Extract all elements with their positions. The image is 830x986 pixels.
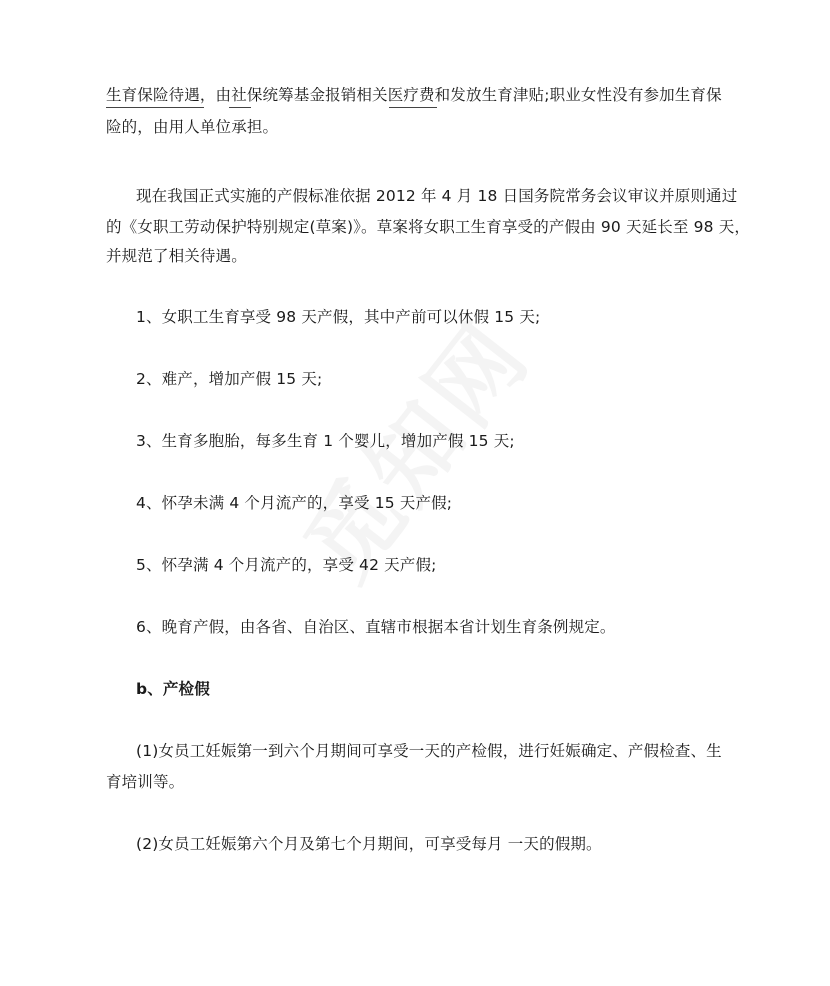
paragraph-2-line-3: 并规范了相关待遇。 bbox=[106, 247, 247, 265]
underline-2 bbox=[229, 107, 251, 108]
list-item-4: 4、怀孕未满 4 个月流产的，享受 15 天产假; bbox=[136, 494, 453, 512]
underline-1 bbox=[106, 107, 204, 108]
list-item-5: 5、怀孕满 4 个月流产的，享受 42 天产假; bbox=[136, 556, 437, 574]
paragraph-1-line-1: 生育保险待遇，由社保统筹基金报销相关医疗费和发放生育津贴;职业女性没有参加生育保 bbox=[106, 86, 722, 104]
section-heading: b、产检假 bbox=[136, 680, 210, 698]
list-item-1: 1、女职工生育享受 98 天产假，其中产前可以休假 15 天; bbox=[136, 308, 541, 326]
list-item-2: 2、难产，增加产假 15 天; bbox=[136, 370, 323, 388]
paragraph-4-line-1: (2)女员工妊娠第六个月及第七个月期间，可享受每月 一天的假期。 bbox=[136, 835, 602, 853]
underline-3 bbox=[389, 107, 437, 108]
paragraph-3-line-2: 育培训等。 bbox=[106, 773, 185, 791]
paragraph-2-line-1: 现在我国正式实施的产假标准依据 2012 年 4 月 18 日国务院常务会议审议并原则通过 bbox=[136, 187, 738, 205]
list-item-6: 6、晚育产假，由各省、自治区、直辖市根据本省计划生育条例规定。 bbox=[136, 618, 616, 636]
paragraph-1-line-2: 险的，由用人单位承担。 bbox=[106, 118, 279, 136]
list-item-3: 3、生育多胞胎，每多生育 1 个婴儿，增加产假 15 天; bbox=[136, 432, 515, 450]
paragraph-3-line-1: (1)女员工妊娠第一到六个月期间可享受一天的产检假，进行妊娠确定、产假检查、生 bbox=[136, 742, 722, 760]
paragraph-2-line-2: 的《女职工劳动保护特别规定(草案)》。草案将女职工生育享受的产假由 90 天延长至 98 天， bbox=[106, 218, 751, 236]
